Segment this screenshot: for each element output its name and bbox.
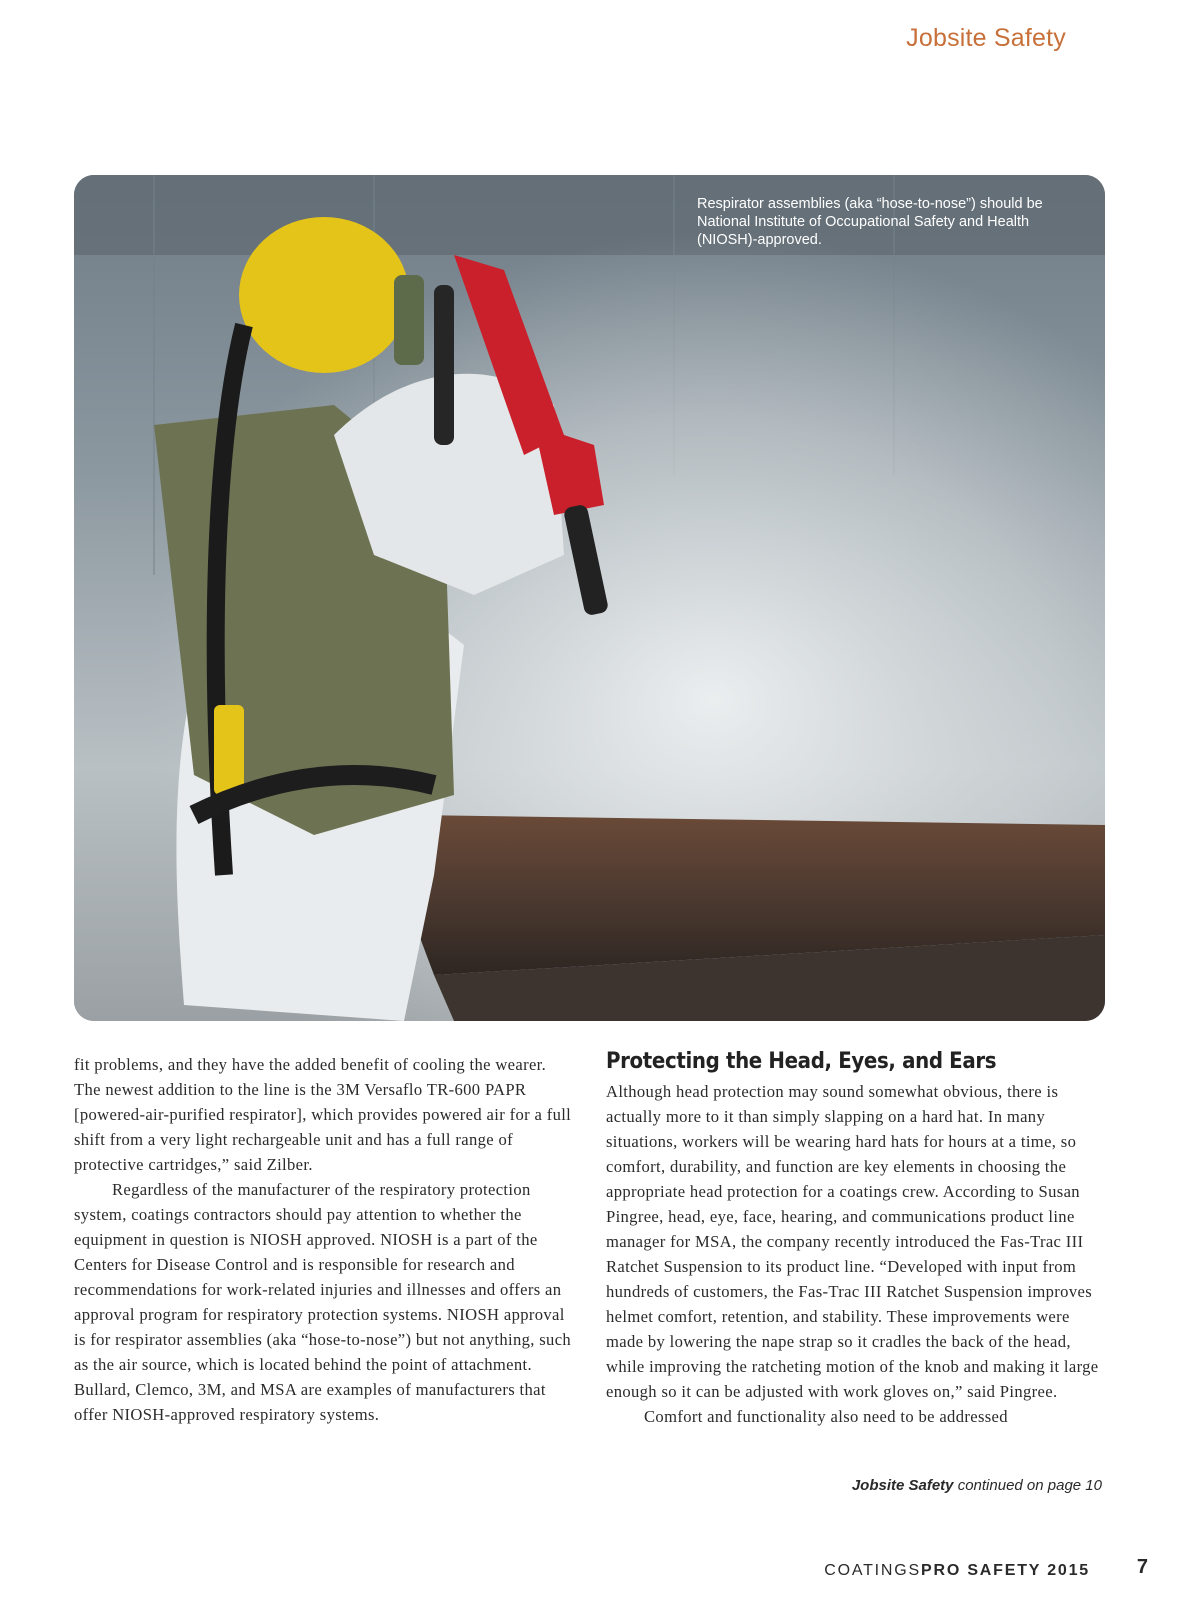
section-label: Jobsite Safety	[906, 24, 1066, 52]
feature-photo	[74, 175, 1105, 1021]
footer-brand-light: COATINGS	[824, 1562, 921, 1579]
right-paragraph-2: Comfort and functionality also need to be addressed	[644, 1407, 1008, 1426]
continued-note[interactable]	[852, 1477, 1102, 1494]
footer-masthead	[824, 1562, 1090, 1580]
left-paragraph-2: Regardless of the manufacturer of the respiratory protection system, coatings contractors should pay attention to whether the equipment in question is NIOSH approved. NIOSH is a part of the Centers for Disease Control and is responsible for research and recommendations for work-related injuries and illnesses and offers an approval program for respiratory protection systems. NIOSH approval is for respirator assemblies (aka “hose-to-nose”) but not anything, such as the air source, which is located behind the point of attachment. Bullard, Clemco, 3M, and MSA are examples of manufacturers that offer NIOSH-approved respiratory systems.	[74, 1180, 572, 1424]
left-paragraph-1: fit problems, and they have the added benefit of cooling the wearer. The newest addition to the line is the 3M Versaflo TR-600 PAPR [powered-air-purified respirator], which provides powered air for a full shift from a very light rechargeable unit and has a full range of protective cartridges,” said Zilber.	[74, 1055, 572, 1174]
section-heading: Protecting the Head, Eyes, and Ears	[606, 1049, 997, 1074]
footer-issue: SAFETY 2015	[967, 1562, 1090, 1579]
photo-illustration	[74, 175, 1105, 1021]
footer-brand-bold: PRO	[921, 1562, 962, 1579]
continued-section-name: Jobsite Safety	[851, 1477, 954, 1494]
photo-caption: Respirator assemblies (aka “hose-to-nose”) should be National Institute of Occupational Safety and Health (NIOSH)-approved.	[697, 196, 1043, 248]
right-column	[606, 1047, 1106, 1429]
page-number: 7	[1136, 1556, 1148, 1578]
left-column	[74, 1052, 574, 1427]
continued-page-ref: continued on page 10	[953, 1477, 1102, 1494]
right-paragraph-1: Although head protection may sound somewhat obvious, there is actually more to it than simply slapping on a hard hat. In many situations, workers will be wearing hard hats for hours at a time, so comfort, durability, and function are key elements in choosing the appropriate head protection for a coatings crew. According to Susan Pingree, head, eye, face, hearing, and communications product line manager for MSA, the company recently introduced the Fas-Trac III Ratchet Suspension to its product line. “Developed with input from hundreds of customers, the Fas-Trac III Ratchet Suspension improves helmet comfort, retention, and stability. These improvements were made by lowering the nape strap so it cradles the back of the head, while improving the ratcheting motion of the knob and making it large enough so it can be adjusted with work gloves on,” said Pingree.	[606, 1082, 1099, 1401]
